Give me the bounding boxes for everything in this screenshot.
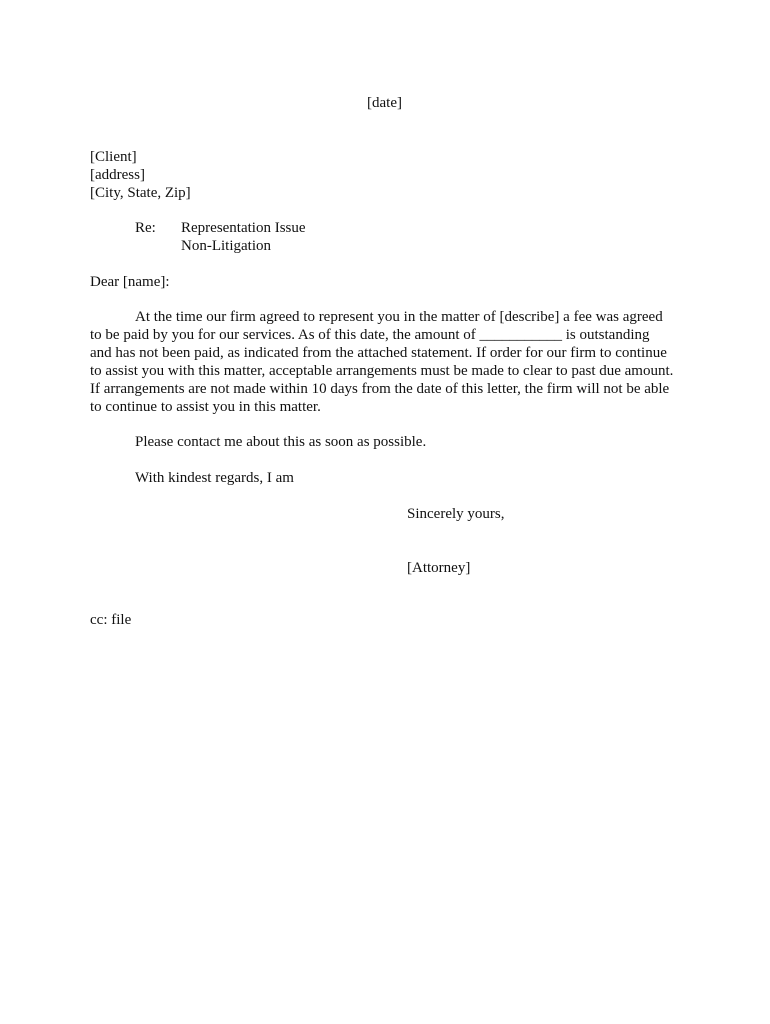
salutation: Dear [name]: xyxy=(90,274,170,290)
recipient-client: [Client] xyxy=(90,149,137,165)
re-subject-line-1: Representation Issue xyxy=(181,220,306,236)
body-line: to be paid by you for our services. As of this date, the amount of ___________ is outstanding xyxy=(90,327,650,343)
body-line: and has not been paid, as indicated from the attached statement. If order for our firm to continue xyxy=(90,345,667,361)
letter-date: [date] xyxy=(367,95,402,111)
re-subject-block xyxy=(181,219,306,255)
body-line: to assist you with this matter, acceptable arrangements must be made to clear to past due amount. xyxy=(90,363,674,379)
regards-line: With kindest regards, I am xyxy=(135,470,294,486)
recipient-city-state-zip: [City, State, Zip] xyxy=(90,185,191,201)
contact-request: Please contact me about this as soon as possible. xyxy=(135,434,427,450)
body-line: to continue to assist you in this matter. xyxy=(90,399,321,415)
body-paragraph xyxy=(90,308,690,416)
closing: Sincerely yours, xyxy=(407,506,505,522)
body-line: If arrangements are not made within 10 days from the date of this letter, the firm will not be able xyxy=(90,381,670,397)
body-line: At the time our firm agreed to represent you in the matter of [describe] a fee was agreed xyxy=(135,309,663,325)
re-label: Re: xyxy=(135,220,156,236)
recipient-address-block xyxy=(90,148,191,202)
signature-attorney: [Attorney] xyxy=(407,560,471,576)
cc-line: cc: file xyxy=(90,612,132,628)
recipient-address: [address] xyxy=(90,167,145,183)
re-subject-line-2: Non-Litigation xyxy=(181,238,271,254)
